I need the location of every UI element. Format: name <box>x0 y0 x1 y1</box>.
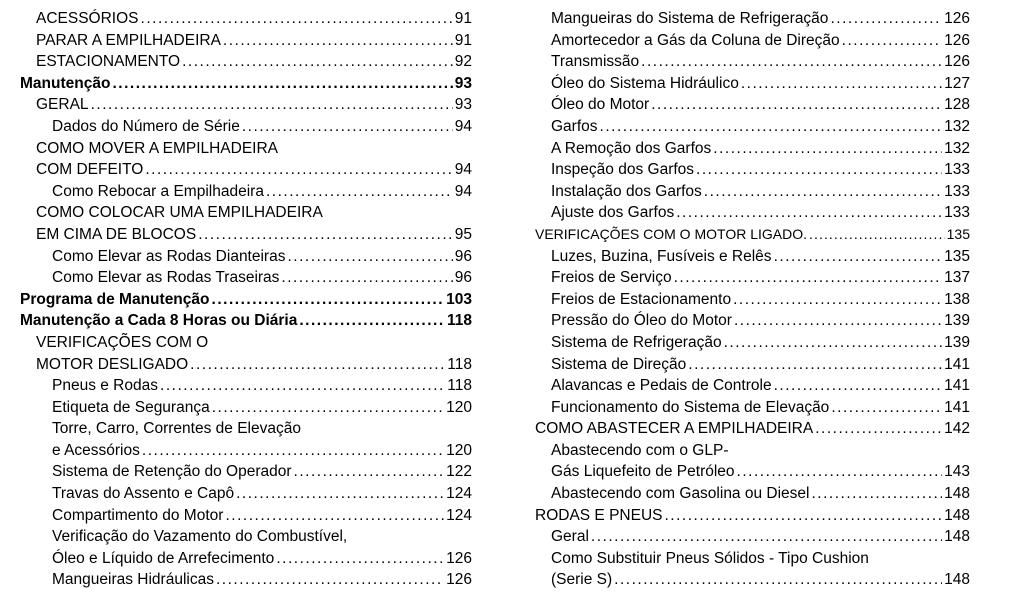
dot-leader <box>216 569 444 591</box>
toc-entry-title: Luzes, Buzina, Fusíveis e Relês <box>551 247 772 265</box>
toc-entry-title: Ajuste dos Garfos <box>551 204 675 222</box>
toc-entry-title: Amortecedor a Gás da Coluna de Direção <box>551 31 840 49</box>
toc-entry[interactable] <box>20 73 472 95</box>
toc-entry-page-number: 142 <box>944 420 970 438</box>
toc-entry[interactable] <box>535 51 970 73</box>
toc-entry-title: A Remoção dos Garfos <box>551 139 712 157</box>
dot-leader <box>774 375 943 397</box>
dot-leader <box>299 310 445 332</box>
dot-leader <box>733 289 942 311</box>
dot-leader <box>688 354 942 376</box>
toc-entry-title: VERIFICAÇÕES COM O <box>36 333 209 351</box>
toc-entry-title: Transmissão <box>551 53 640 71</box>
toc-entry[interactable] <box>535 181 970 203</box>
toc-entry-title: ESTACIONAMENTO <box>36 53 181 71</box>
dot-leader <box>831 397 942 419</box>
toc-entry[interactable] <box>20 375 472 397</box>
toc-entry[interactable] <box>535 548 970 570</box>
toc-entry-title: VERIFICAÇÕES COM O MOTOR LIGADO. <box>535 225 807 242</box>
dot-leader <box>737 461 943 483</box>
toc-entry-title: Como Elevar as Rodas Traseiras <box>52 269 280 287</box>
toc-entry-title: COMO MOVER A EMPILHADEIRA <box>36 139 279 157</box>
toc-entry[interactable] <box>535 8 970 30</box>
toc-entry[interactable] <box>535 116 970 138</box>
toc-entry-page-number: 127 <box>944 74 970 92</box>
toc-entry[interactable] <box>535 246 970 268</box>
toc-entry-page-number: 148 <box>944 571 970 589</box>
dot-leader <box>276 548 444 570</box>
toc-entry-title: ACESSÓRIOS <box>36 10 139 27</box>
dot-leader <box>842 30 942 52</box>
toc-entry-page-number: 120 <box>446 441 472 459</box>
toc-entry-page-number: 126 <box>944 53 970 71</box>
toc-entry-title: Alavancas e Pedais de Controle <box>551 377 772 395</box>
toc-entry-title: Manutenção <box>20 74 111 92</box>
toc-entry[interactable] <box>20 332 472 354</box>
toc-entry-page-number: 133 <box>944 182 970 200</box>
dot-leader <box>242 116 453 138</box>
toc-entry-title: MOTOR DESLIGADO <box>36 355 189 373</box>
toc-entry-title: Como Substituir Pneus Sólidos - Tipo Cushion <box>551 549 869 567</box>
toc-entry-title: Óleo do Sistema Hidráulico <box>551 74 739 92</box>
toc-entry-page-number: 135 <box>946 225 970 242</box>
dot-leader <box>830 8 942 30</box>
toc-entry[interactable] <box>535 30 970 52</box>
toc-entry-title: Funcionamento do Sistema de Elevação <box>551 398 830 416</box>
toc-entry-title: COM DEFEITO <box>36 161 144 179</box>
toc-entry-page-number: 92 <box>454 53 472 71</box>
toc-entry-page-number: 126 <box>446 571 472 589</box>
toc-entry[interactable] <box>20 159 472 181</box>
dot-leader <box>676 202 942 224</box>
toc-entry-title: COMO ABASTECER A EMPILHADEIRA <box>535 420 814 438</box>
toc-entry-page-number: 133 <box>944 204 970 222</box>
dot-leader <box>704 181 942 203</box>
toc-entry[interactable] <box>20 289 472 311</box>
toc-entry-title: GERAL <box>36 96 89 114</box>
toc-entry[interactable] <box>535 375 970 397</box>
toc-entry-page-number: 91 <box>454 31 472 49</box>
toc-entry[interactable] <box>20 30 472 52</box>
dot-leader <box>160 375 445 397</box>
toc-entry-page-number: 135 <box>944 247 970 265</box>
toc-entry-page-number: 122 <box>446 463 472 481</box>
dot-leader <box>198 224 453 246</box>
toc-entry[interactable] <box>20 246 472 268</box>
dot-leader <box>774 246 943 268</box>
toc-left-column <box>20 8 472 591</box>
dot-leader <box>281 267 452 289</box>
toc-entry-page-number: 132 <box>944 117 970 135</box>
dot-leader <box>190 354 445 376</box>
toc-entry-page-number: 138 <box>944 290 970 308</box>
dot-leader <box>815 418 942 440</box>
toc-entry-page-number: 133 <box>944 161 970 179</box>
toc-entry-title: Mangueiras Hidráulicas <box>52 571 214 589</box>
toc-entry[interactable] <box>20 418 472 440</box>
toc-entry[interactable] <box>20 526 472 548</box>
toc-entry-title: Compartimento do Motor <box>52 506 224 524</box>
dot-leader <box>641 51 942 73</box>
dot-leader <box>741 73 942 95</box>
dot-leader <box>809 224 945 246</box>
toc-entry-page-number: 141 <box>944 377 970 395</box>
dot-leader <box>651 94 942 116</box>
dot-leader <box>600 116 943 138</box>
toc-entry-title: Manutenção a Cada 8 Horas ou Diária <box>20 312 298 330</box>
dot-leader <box>266 181 453 203</box>
dot-leader <box>724 332 943 354</box>
toc-entry-page-number: 148 <box>944 506 970 524</box>
toc-entry[interactable] <box>535 202 970 224</box>
toc-entry-page-number: 128 <box>944 96 970 114</box>
toc-entry[interactable] <box>535 73 970 95</box>
dot-leader <box>236 483 444 505</box>
dot-leader <box>142 440 444 462</box>
toc-entry[interactable] <box>535 418 970 440</box>
toc-entry-page-number: 118 <box>446 312 472 330</box>
dot-leader <box>674 267 943 289</box>
toc-entry[interactable] <box>535 138 970 160</box>
toc-entry-title: PARAR A EMPILHADEIRA <box>36 31 221 49</box>
toc-entry-page-number: 95 <box>454 225 472 243</box>
toc-entry-title: EM CIMA DE BLOCOS <box>36 225 197 243</box>
toc-entry[interactable] <box>20 483 472 505</box>
toc-entry-page-number: 141 <box>944 398 970 416</box>
toc-entry-title: (Serie S) <box>551 571 613 589</box>
toc-entry-page-number: 94 <box>454 182 472 200</box>
toc-right-column <box>535 8 970 591</box>
toc-entry-title: Geral <box>551 528 589 546</box>
toc-entry-title: Abastecendo com o GLP- <box>551 441 729 459</box>
toc-entry-page-number: 139 <box>944 312 970 330</box>
toc-entry[interactable] <box>535 332 970 354</box>
dot-leader <box>223 30 453 52</box>
toc-entry-page-number: 93 <box>454 74 472 92</box>
toc-entry-title: Abastecendo com Gasolina ou Diesel <box>551 485 810 503</box>
toc-entry-title: Sistema de Refrigeração <box>551 333 722 351</box>
toc-entry-title: Instalação dos Garfos <box>551 182 702 200</box>
toc-entry[interactable] <box>20 202 472 224</box>
toc-entry-page-number: 126 <box>944 10 970 27</box>
toc-entry[interactable] <box>20 224 472 246</box>
dot-leader <box>664 505 942 527</box>
toc-entry-title: Inspeção dos Garfos <box>551 161 695 179</box>
toc-entry[interactable] <box>20 440 472 462</box>
toc-entry-title: Programa de Manutenção <box>20 290 210 308</box>
toc-entry[interactable] <box>535 354 970 376</box>
toc-entry-page-number: 143 <box>944 463 970 481</box>
dot-leader <box>614 569 942 591</box>
toc-entry-title: Óleo e Líquido de Arrefecimento <box>52 549 275 567</box>
toc-entry-title: Freios de Serviço <box>551 269 672 287</box>
toc-entry-title: RODAS E PNEUS <box>535 506 663 524</box>
dot-leader <box>212 397 444 419</box>
toc-entry[interactable] <box>535 461 970 483</box>
dot-leader <box>591 526 942 548</box>
dot-leader <box>91 94 453 116</box>
toc-entry[interactable] <box>20 548 472 570</box>
toc-entry-title: Garfos <box>551 117 598 135</box>
toc-entry[interactable] <box>20 116 472 138</box>
toc-entry-page-number: 137 <box>944 269 970 287</box>
toc-entry-page-number: 94 <box>454 161 472 179</box>
toc-entry-page-number: 103 <box>446 290 472 308</box>
dot-leader <box>811 483 942 505</box>
toc-entry-title: e Acessórios <box>52 441 140 459</box>
dot-leader <box>112 73 452 95</box>
dot-leader <box>696 159 942 181</box>
toc-entry-title: Pneus e Rodas <box>52 377 158 395</box>
toc-entry-page-number: 148 <box>944 528 970 546</box>
toc-entry-title: COMO COLOCAR UMA EMPILHADEIRA <box>36 204 323 222</box>
toc-entry-title: Pressão do Óleo do Motor <box>551 312 732 330</box>
toc-entry-title: Etiqueta de Segurança <box>52 398 210 416</box>
toc-entry-page-number: 124 <box>446 506 472 524</box>
dot-leader <box>294 461 445 483</box>
toc-entry-page-number: 126 <box>446 549 472 567</box>
toc-entry-title: Verificação do Vazamento do Combustível, <box>52 528 348 546</box>
toc-entry[interactable] <box>20 181 472 203</box>
toc-entry-page-number: 94 <box>454 117 472 135</box>
toc-entry-page-number: 141 <box>944 355 970 373</box>
toc-entry[interactable] <box>20 94 472 116</box>
toc-entry-title: Dados do Número de Série <box>52 117 240 135</box>
toc-entry[interactable] <box>20 461 472 483</box>
dot-leader <box>182 51 453 73</box>
toc-entry-title: Torre, Carro, Correntes de Elevação <box>52 420 301 438</box>
toc-entry-title: Sistema de Retenção do Operador <box>52 463 292 481</box>
toc-entry-page-number: 118 <box>447 377 472 395</box>
toc-entry-page-number: 96 <box>454 247 472 265</box>
toc-entry[interactable] <box>20 310 472 332</box>
toc-entry-page-number: 93 <box>454 96 472 114</box>
toc-entry[interactable] <box>20 397 472 419</box>
toc-entry[interactable] <box>20 51 472 73</box>
toc-entry[interactable] <box>535 397 970 419</box>
toc-entry[interactable] <box>535 440 970 462</box>
toc-entry[interactable] <box>535 94 970 116</box>
toc-entry[interactable] <box>535 224 970 246</box>
toc-entry-page-number: 96 <box>454 269 472 287</box>
toc-entry[interactable] <box>20 8 472 30</box>
dot-leader <box>212 289 445 311</box>
toc-entry-title: Freios de Estacionamento <box>551 290 732 308</box>
dot-leader <box>287 246 452 268</box>
toc-entry-title: Sistema de Direção <box>551 355 687 373</box>
dot-leader <box>225 505 444 527</box>
dot-leader <box>713 138 942 160</box>
toc-entry[interactable] <box>20 267 472 289</box>
toc-entry[interactable] <box>535 505 970 527</box>
toc-entry-title: Óleo do Motor <box>551 96 650 114</box>
toc-entry-page-number: 120 <box>446 398 472 416</box>
dot-leader <box>734 310 942 332</box>
toc-entry-page-number: 132 <box>944 139 970 157</box>
toc-entry[interactable] <box>535 569 970 591</box>
toc-entry-title: Como Elevar as Rodas Dianteiras <box>52 247 286 265</box>
toc-entry[interactable] <box>20 138 472 160</box>
toc-entry[interactable] <box>535 267 970 289</box>
toc-entry[interactable] <box>535 526 970 548</box>
toc-entry-title: Mangueiras do Sistema de Refrigeração <box>551 10 829 27</box>
toc-entry[interactable] <box>535 310 970 332</box>
toc-entry[interactable] <box>20 354 472 376</box>
toc-entry[interactable] <box>535 159 970 181</box>
toc-entry-page-number: 118 <box>447 355 472 373</box>
toc-entry-page-number: 148 <box>944 485 970 503</box>
toc-entry[interactable] <box>20 505 472 527</box>
toc-entry-page-number: 91 <box>454 10 472 27</box>
toc-entry-page-number: 126 <box>944 31 970 49</box>
toc-entry-page-number: 139 <box>944 333 970 351</box>
toc-entry-title: Gás Liquefeito de Petróleo <box>551 463 735 481</box>
toc-entry-title: Travas do Assento e Capô <box>52 485 235 503</box>
toc-entry-page-number: 124 <box>446 485 472 503</box>
toc-entry-title: Como Rebocar a Empilhadeira <box>52 182 264 200</box>
toc-entry[interactable] <box>20 569 472 591</box>
toc-entry[interactable] <box>535 483 970 505</box>
dot-leader <box>141 8 453 30</box>
dot-leader <box>145 159 452 181</box>
toc-entry[interactable] <box>535 289 970 311</box>
